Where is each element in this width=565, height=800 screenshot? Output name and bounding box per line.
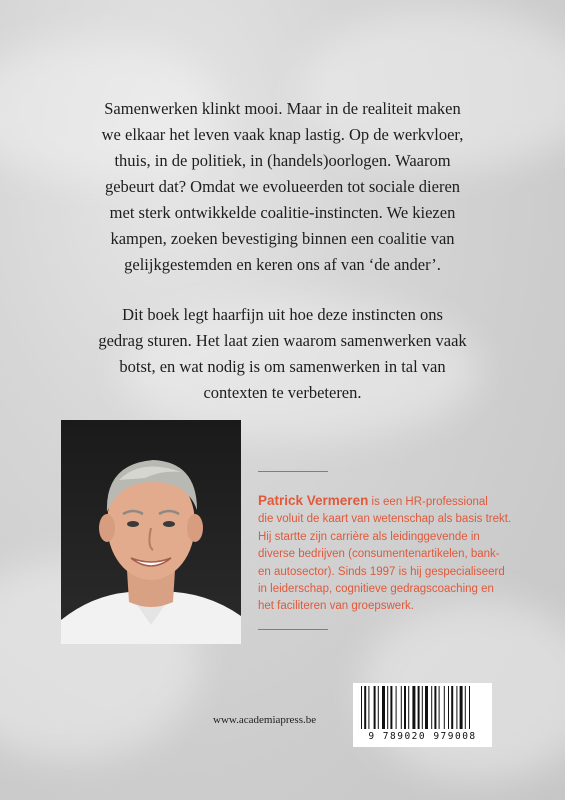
bio-line: diverse bedrijven (consumentenartikelen, bank- — [258, 548, 500, 561]
bio-line: en autosector). Sinds 1997 is hij gespecialiseerd — [258, 565, 505, 578]
barcode-bar — [390, 686, 392, 729]
blurb-paragraph-1 — [60, 96, 505, 278]
barcode-bar — [374, 686, 376, 729]
isbn-number: 9 789020 979008 — [368, 731, 477, 742]
blurb-line: kampen, zoeken bevestiging binnen een coalitie van — [110, 229, 455, 248]
bio-line: Hij startte zijn carrière als leidinggevende in — [258, 530, 480, 543]
bio-line: is een HR-professional — [368, 496, 488, 508]
barcode-bar — [448, 686, 449, 729]
barcode-bar — [465, 686, 466, 729]
bio-line: in leiderschap, cognitieve gedragscoaching en — [258, 583, 494, 596]
blurb-line: met sterk ontwikkelde coalitie-instincten. We kiezen — [109, 203, 456, 222]
barcode-bar — [431, 686, 432, 729]
barcode-bar — [401, 686, 402, 729]
barcode-bar — [368, 686, 369, 729]
author-portrait-illustration — [61, 420, 241, 644]
blurb-line: contexten te verbeteren. — [203, 383, 362, 402]
barcode-bar — [434, 686, 436, 729]
barcode-bar — [444, 686, 445, 729]
barcode-bar — [469, 686, 470, 729]
barcode-bar — [418, 686, 420, 729]
barcode-bars — [353, 683, 492, 731]
blurb-line: gelijkgestemden en keren ons af van ‘de ander’. — [124, 255, 441, 274]
bio-line: die voluit de kaart van wetenschap als basis trekt. — [258, 513, 512, 526]
divider-bottom — [258, 629, 328, 630]
blurb-line: gedrag sturen. Het laat zien waarom samenwerken vaak — [98, 331, 467, 350]
blurb-line: botst, en wat nodig is om samenwerken in tal van — [119, 357, 446, 376]
author-photo — [61, 420, 241, 644]
barcode-bar — [396, 686, 397, 729]
back-cover-blurb — [60, 96, 505, 430]
bio-line: het faciliteren van groepswerk. — [258, 600, 414, 613]
barcode-bar — [460, 686, 463, 729]
barcode-bar — [404, 686, 406, 729]
divider-top — [258, 471, 328, 472]
barcode-bar — [408, 686, 409, 729]
publisher-website[interactable]: www.academiapress.be — [213, 714, 317, 726]
blurb-line: Samenwerken klinkt mooi. Maar in de realiteit maken — [104, 99, 461, 118]
blurb-paragraph-2 — [60, 302, 505, 406]
blurb-line: gebeurt dat? Omdat we evolueerden tot sociale dieren — [104, 177, 461, 196]
author-bio — [258, 492, 518, 616]
blurb-line: thuis, in de politiek, in (handels)oorlogen. Waarom — [114, 151, 451, 170]
barcode-bar — [412, 686, 415, 729]
barcode-bar — [451, 686, 453, 729]
barcode-bar — [456, 686, 457, 729]
barcode-bar — [364, 686, 366, 729]
barcode-bar — [361, 686, 362, 729]
author-name: Patrick Vermeren — [258, 493, 369, 508]
barcode-bar — [387, 686, 388, 729]
barcode-bar — [425, 686, 428, 729]
barcode-bar — [378, 686, 379, 729]
blurb-line: Dit boek legt haarfijn uit hoe deze instincten ons — [122, 305, 443, 324]
barcode-bar — [422, 686, 423, 729]
barcode-bar — [439, 686, 440, 729]
blurb-line: we elkaar het leven vaak knap lastig. Op de werkvloer, — [101, 125, 464, 144]
isbn-barcode — [353, 683, 492, 747]
barcode-bar — [382, 686, 385, 729]
